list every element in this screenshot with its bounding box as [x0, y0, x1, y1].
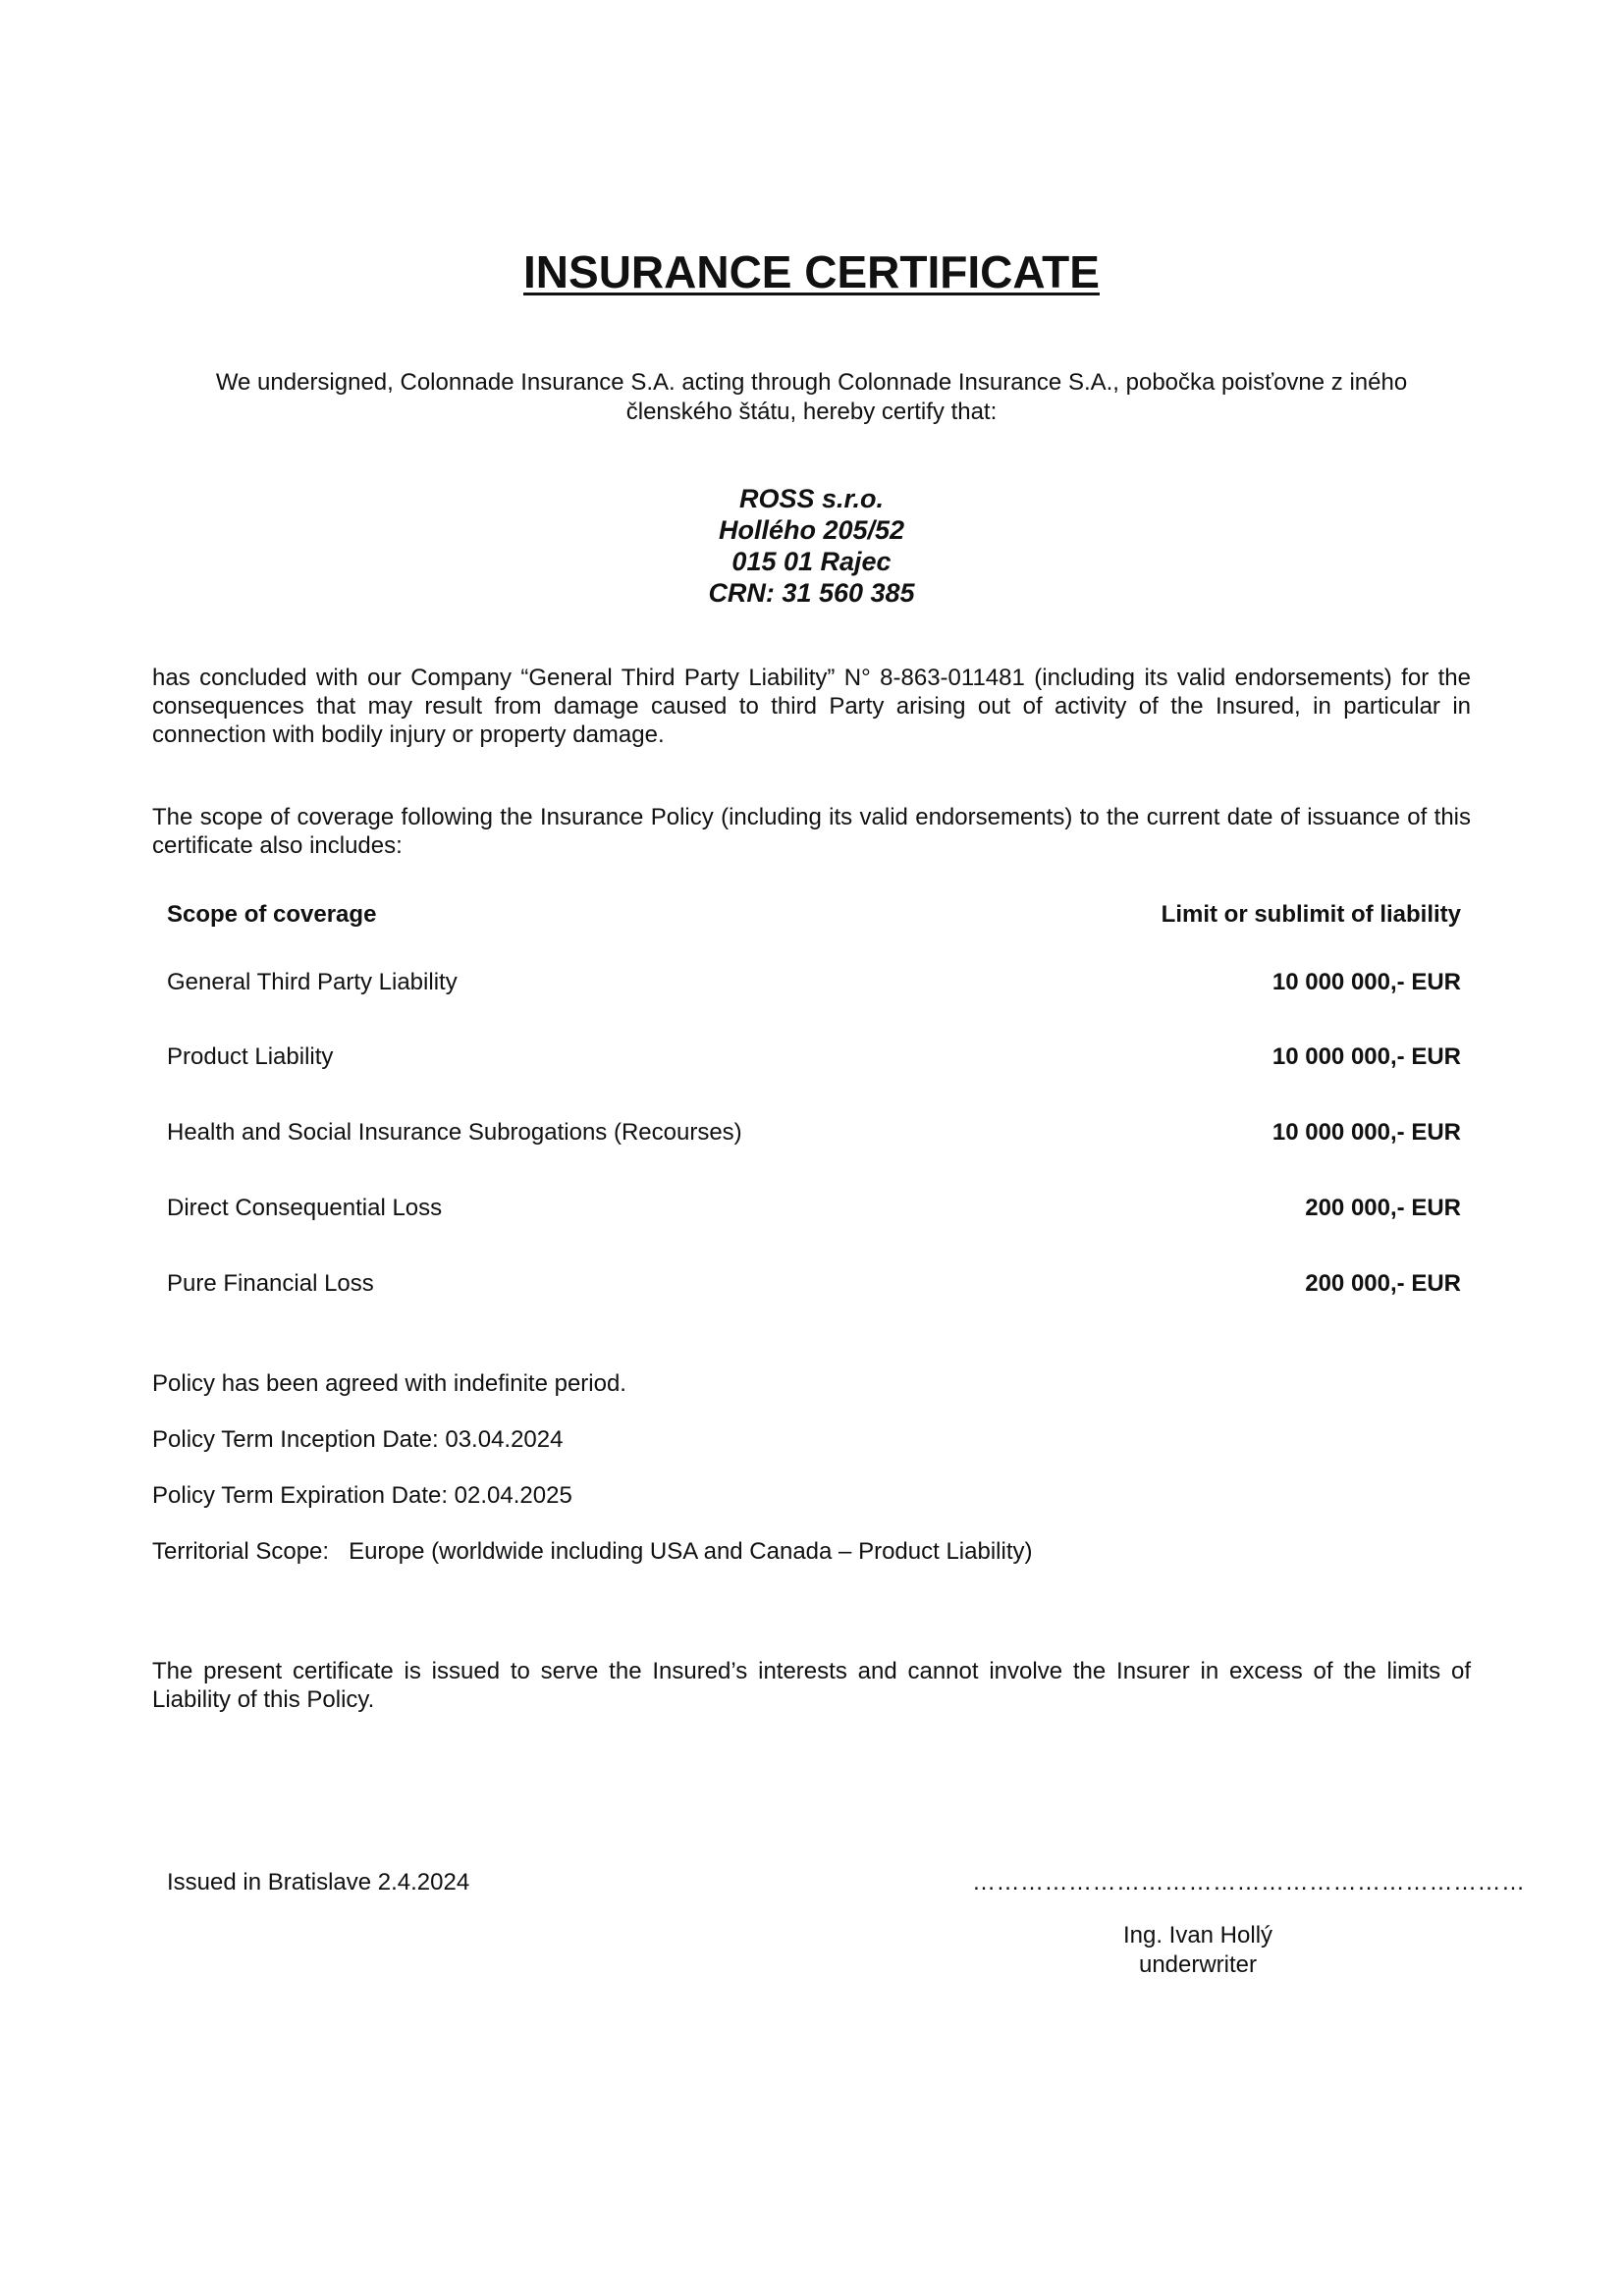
insured-crn: CRN: 31 560 385 — [708, 578, 915, 608]
policy-info — [152, 1370, 1471, 1594]
coverage-scope: Direct Consequential Loss — [167, 1195, 443, 1221]
coverage-scope: Health and Social Insurance Subrogations (Recourses) — [167, 1119, 742, 1146]
coverage-header-scope: Scope of coverage — [167, 901, 377, 928]
coverage-limit: 200 000,- EUR — [1305, 1270, 1461, 1297]
policy-paragraph: has concluded with our Company “General Third Party Liability” N° 8-863-011481 (including its valid endorsements) for the consequences that may result from damage caused to third Party arising out of activity of the Insured, in particular in connection with bodily injury or property damage. — [152, 665, 1471, 748]
intro-line-2: členského štátu, hereby certify that: — [625, 399, 998, 425]
coverage-header-row — [167, 901, 1461, 930]
inception-date: Policy Term Inception Date: 03.04.2024 — [152, 1426, 564, 1453]
coverage-table — [167, 901, 1461, 1299]
coverage-scope: General Third Party Liability — [167, 969, 458, 995]
coverage-limit: 200 000,- EUR — [1305, 1195, 1461, 1221]
intro-text — [187, 368, 1436, 427]
insured-party — [0, 483, 1623, 609]
coverage-row — [167, 969, 1461, 997]
disclaimer-paragraph: The present certificate is issued to serve the Insured’s interests and cannot involve the Insurer in excess of the limits of Liability of this Policy. — [152, 1658, 1471, 1713]
coverage-row — [167, 1195, 1461, 1223]
coverage-row — [167, 1119, 1461, 1148]
coverage-header-limit: Limit or sublimit of liability — [1161, 901, 1461, 928]
coverage-limit: 10 000 000,- EUR — [1271, 1043, 1461, 1070]
signer-role: underwriter — [1138, 1951, 1258, 1978]
signature-line: …………………………………………………………… — [972, 1869, 1526, 1896]
territorial-scope: Territorial Scope: Europe (worldwide including USA and Canada – Product Liability) — [152, 1538, 1033, 1565]
signer-name: Ing. Ivan Hollý — [1122, 1922, 1273, 1949]
issued-place-date: Issued in Bratislave 2.4.2024 — [167, 1869, 470, 1896]
coverage-scope: Pure Financial Loss — [167, 1270, 374, 1297]
coverage-row — [167, 1043, 1461, 1072]
intro-line-1: We undersigned, Colonnade Insurance S.A. acting through Colonnade Insurance S.A., pobočka poisťovne z iného — [215, 369, 1408, 396]
insured-name: ROSS s.r.o. — [738, 484, 885, 513]
insured-city: 015 01 Rajec — [731, 547, 892, 576]
coverage-scope: Product Liability — [167, 1043, 334, 1070]
coverage-row — [167, 1270, 1461, 1299]
coverage-limit: 10 000 000,- EUR — [1271, 969, 1461, 995]
scope-paragraph: The scope of coverage following the Insurance Policy (including its valid endorsements) to the current date of issuance of this certificate also includes: — [152, 804, 1471, 859]
document-title: INSURANCE CERTIFICATE — [523, 246, 1100, 297]
coverage-limit: 10 000 000,- EUR — [1271, 1119, 1461, 1146]
expiration-date: Policy Term Expiration Date: 02.04.2025 — [152, 1482, 572, 1509]
insured-street: Hollého 205/52 — [718, 515, 905, 545]
signer-block — [1011, 1921, 1384, 1980]
policy-period: Policy has been agreed with indefinite period. — [152, 1370, 626, 1397]
